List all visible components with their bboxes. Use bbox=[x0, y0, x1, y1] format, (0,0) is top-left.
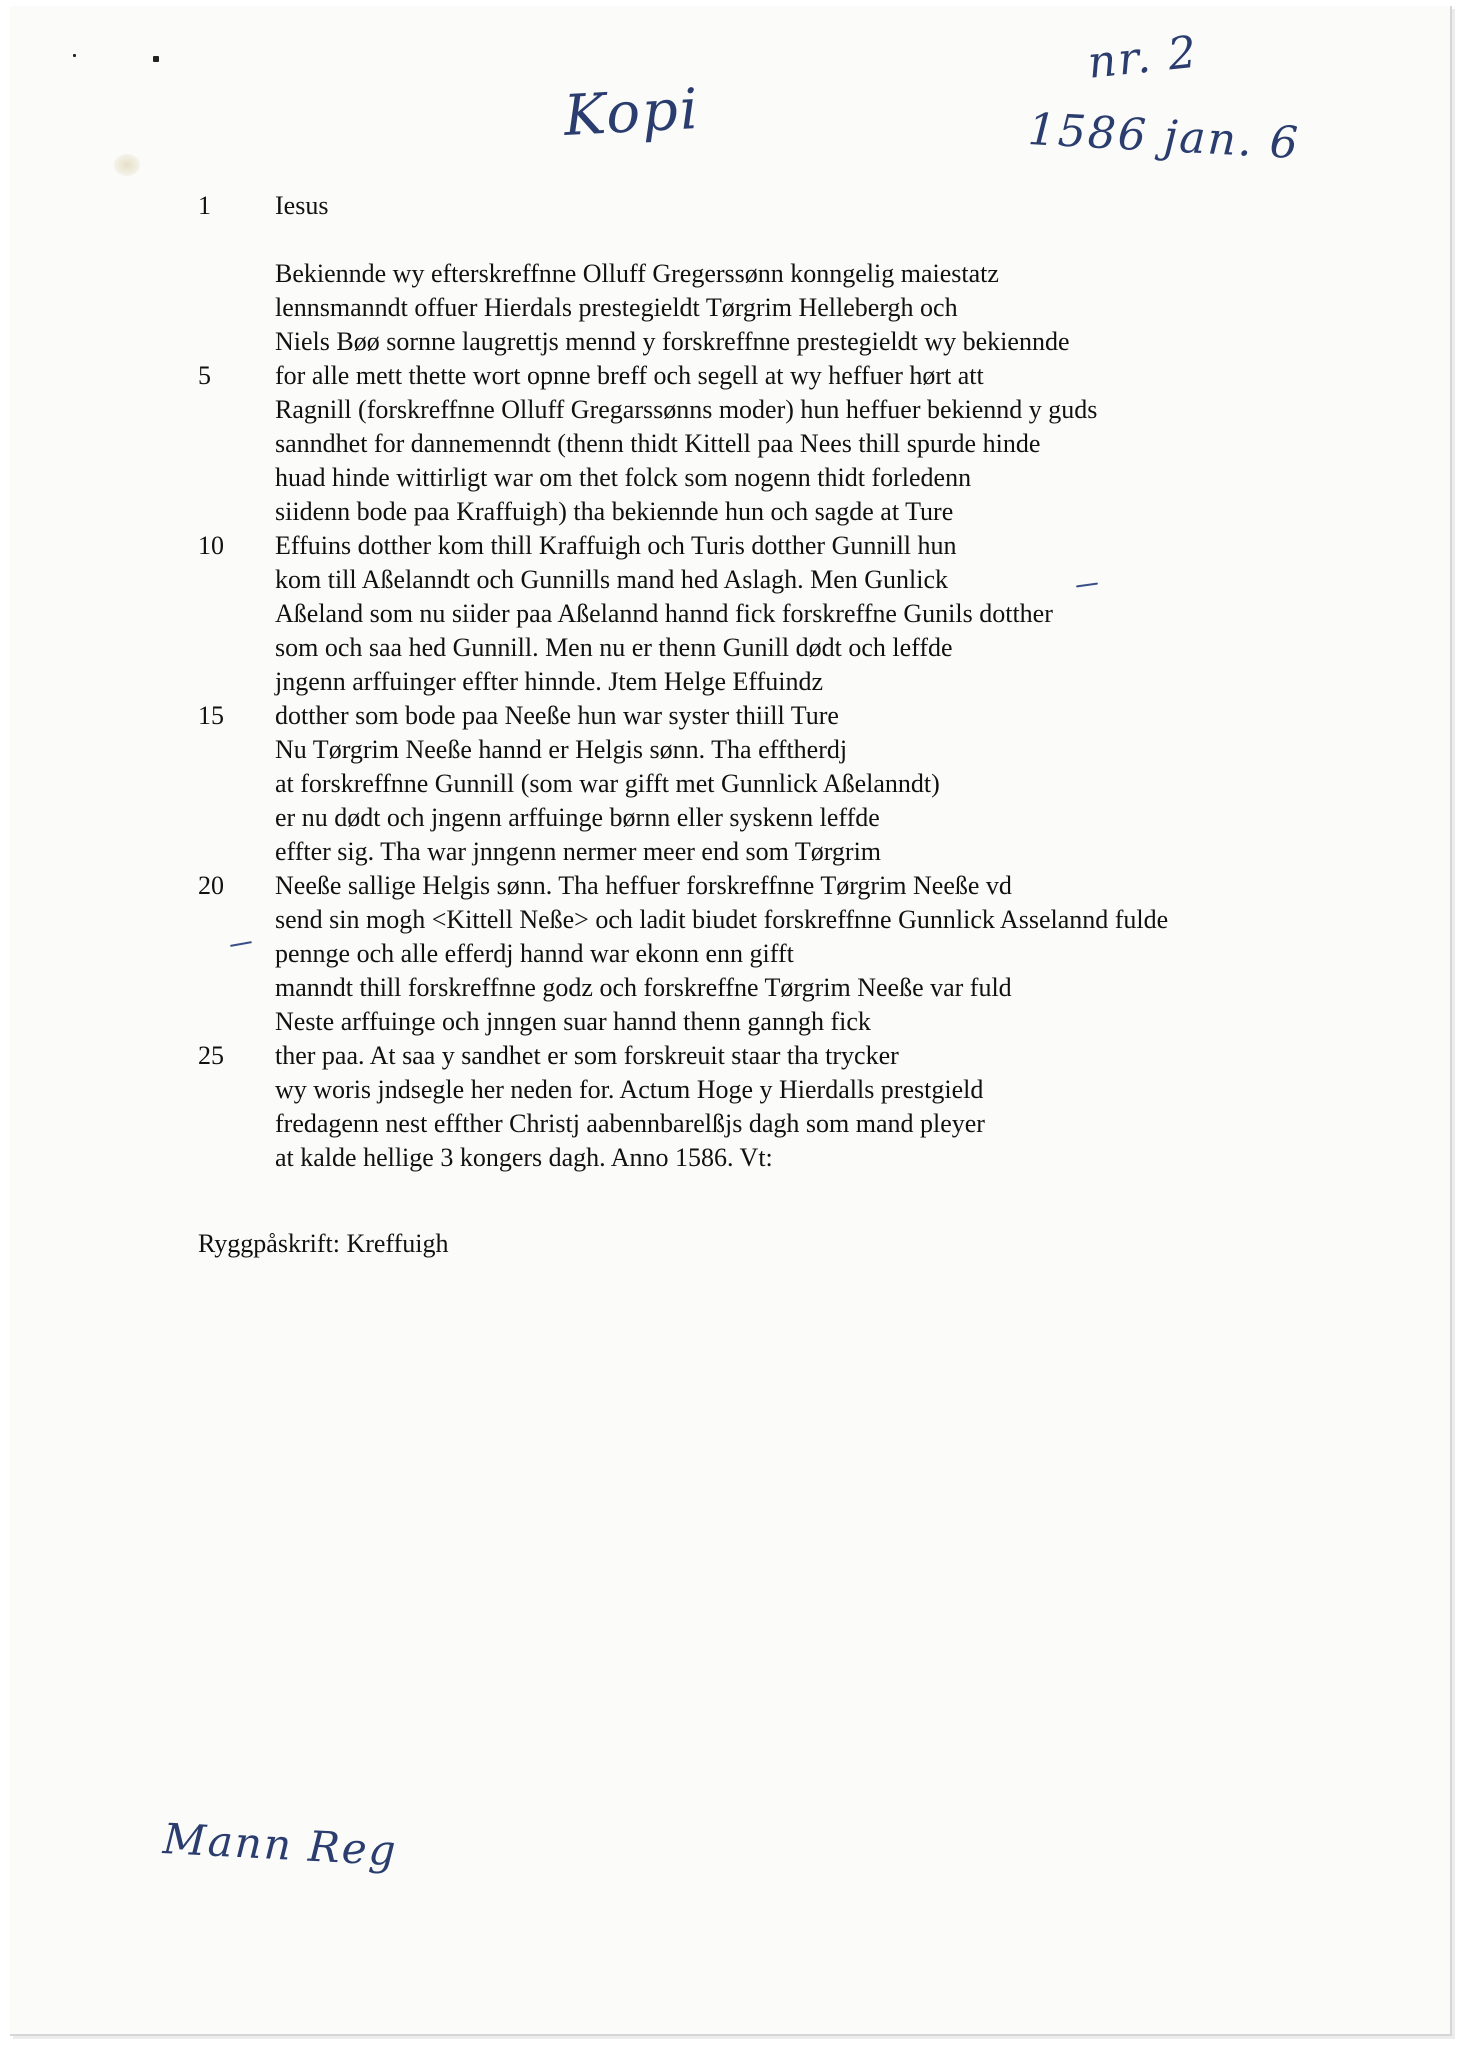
line-number: 25 bbox=[198, 1041, 224, 1070]
document-page bbox=[10, 6, 1452, 2036]
line-text: manndt thill forskreffnne godz och forskreffne Tørgrim Neeße var fuld bbox=[275, 973, 1012, 1002]
line-text: at forskreffnne Gunnill (som war gifft met Gunnlick Aßelanndt) bbox=[275, 769, 940, 798]
line-text: for alle mett thette wort opnne breff och segell at wy heffuer hørt att bbox=[275, 361, 984, 390]
line-text: Aßeland som nu siider paa Aßelannd hannd fick forskreffne Gunils dotther bbox=[275, 599, 1053, 628]
line-number: 20 bbox=[198, 871, 224, 900]
line-text: Neste arffuinge och jnngen suar hannd thenn ganngh fick bbox=[275, 1007, 871, 1036]
line-text: sanndhet for dannemenndt (thenn thidt Kittell paa Nees thill spurde hinde bbox=[275, 429, 1041, 458]
line-text: lennsmanndt offuer Hierdals prestegieldt Tørgrim Hellebergh och bbox=[275, 293, 958, 322]
line-number: 10 bbox=[198, 531, 224, 560]
line-text: ther paa. At saa y sandhet er som forskreuit staar tha trycker bbox=[275, 1041, 899, 1070]
line-text: Iesus bbox=[275, 191, 329, 220]
handwritten-number: nr. 2 bbox=[1085, 26, 1201, 89]
line-text: Neeße sallige Helgis sønn. Tha heffuer forskreffnne Tørgrim Neeße vd bbox=[275, 871, 1012, 900]
line-text: pennge och alle efferdj hannd war ekonn enn gifft bbox=[275, 939, 794, 968]
line-text: er nu dødt och jngenn arffuinge børnn eller syskenn leffde bbox=[275, 803, 880, 832]
line-text: Nu Tørgrim Neeße hannd er Helgis sønn. Tha efftherdj bbox=[275, 735, 848, 764]
line-text: huad hinde wittirligt war om thet folck som nogenn thidt forledenn bbox=[275, 463, 972, 492]
line-text: Ragnill (forskreffnne Olluff Gregarssønns moder) hun heffuer bekiennd y guds bbox=[275, 395, 1098, 424]
endorsement-note: Ryggpåskrift: Kreffuigh bbox=[198, 1229, 449, 1258]
handwritten-signature: Mann Reg bbox=[161, 1814, 399, 1876]
line-text: Effuins dotther kom thill Kraffuigh och Turis dotther Gunnill hun bbox=[275, 531, 957, 560]
line-text: som och saa hed Gunnill. Men nu er thenn Gunill dødt och leffde bbox=[275, 633, 953, 662]
line-text: wy woris jndsegle her neden for. Actum Hoge y Hierdalls prestgield bbox=[275, 1075, 984, 1104]
line-text: send sin mogh <Kittell Neße> och ladit biudet forskreffnne Gunnlick Asselannd fulde bbox=[275, 905, 1169, 934]
handwritten-date: 1586 jan. 6 bbox=[1026, 104, 1302, 170]
line-number: 1 bbox=[198, 191, 211, 220]
line-text: Niels Bøø sornne laugrettjs mennd y forskreffnne prestegieldt wy bekiennde bbox=[275, 327, 1070, 356]
line-text: fredagenn nest effther Christj aabennbarelßjs dagh som mand pleyer bbox=[275, 1109, 985, 1138]
speck-mark bbox=[153, 56, 159, 62]
line-text: jngenn arffuinger effter hinnde. Jtem Helge Effuindz bbox=[275, 667, 823, 696]
line-text: at kalde hellige 3 kongers dagh. Anno 1586. Vt: bbox=[275, 1143, 773, 1172]
line-text: siidenn bode paa Kraffuigh) tha bekiennde hun och sagde at Ture bbox=[275, 497, 954, 526]
margin-pen-mark bbox=[1076, 582, 1098, 587]
line-text: dotther som bode paa Neeße hun war syster thiill Ture bbox=[275, 701, 839, 730]
handwritten-title: Kopi bbox=[562, 76, 702, 149]
line-text: Bekiennde wy efterskreffnne Olluff Gregerssønn konngelig maiestatz bbox=[275, 259, 999, 288]
line-text: effter sig. Tha war jnngenn nermer meer end som Tørgrim bbox=[275, 837, 882, 866]
paper-stain bbox=[114, 154, 140, 176]
line-number: 15 bbox=[198, 701, 224, 730]
line-text: kom till Aßelanndt och Gunnills mand hed Aslagh. Men Gunlick bbox=[275, 565, 949, 594]
line-number: 5 bbox=[198, 361, 211, 390]
margin-pen-mark bbox=[230, 941, 252, 947]
speck-mark bbox=[73, 54, 76, 57]
